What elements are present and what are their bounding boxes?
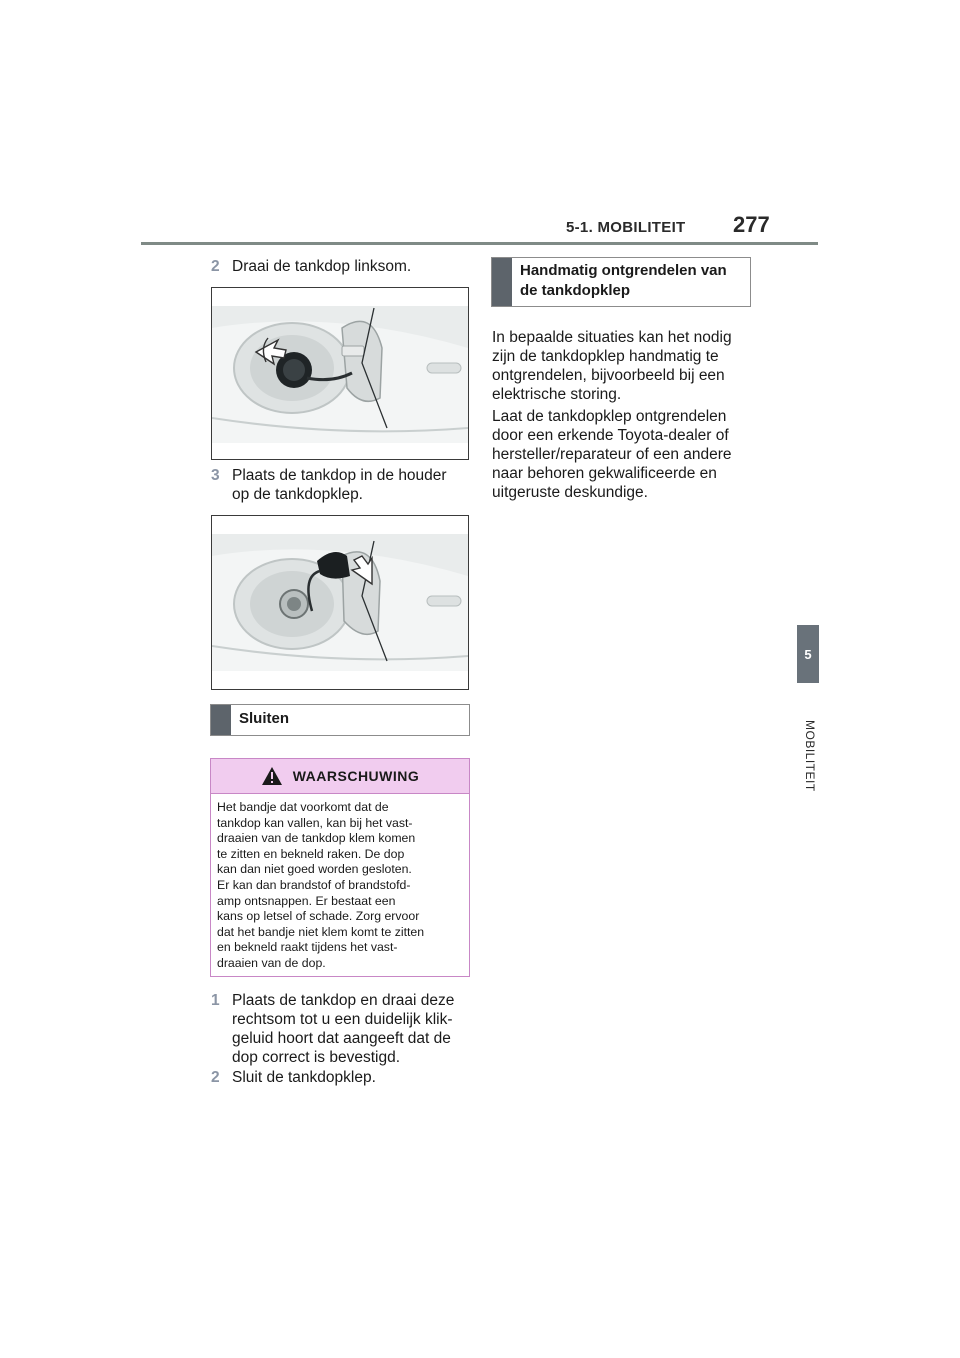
step-text-line: dop correct is bevestigd. [232, 1049, 401, 1066]
chapter-tab: 5 [797, 625, 819, 683]
paragraph-line: elektrische storing. [492, 386, 622, 403]
heading-line: Handmatig ontgrendelen van [520, 262, 727, 279]
heading-line: de tankdopklep [520, 282, 631, 299]
warning-line: kan dan niet goed worden gesloten. [217, 862, 412, 877]
fuel-cap-illustration-1 [212, 288, 468, 459]
warning-line: Er kan dan brandstof of brandstofd- [217, 877, 411, 892]
step-number: 3 [211, 467, 220, 484]
step-text-line: Plaats de tankdop en draai deze [232, 992, 455, 1009]
warning-line: en bekneld raakt tijdens het vast- [217, 940, 398, 955]
paragraph-line: ontgrendelen, bijvoorbeeld bij een [492, 367, 725, 384]
manual-unlock-heading-text [512, 258, 735, 306]
paragraph-line: uitgeruste deskundige. [492, 484, 648, 501]
closing-heading [210, 704, 470, 736]
warning-header [211, 759, 469, 794]
step-number: 2 [211, 258, 220, 275]
closing-heading-text: Sluiten [239, 710, 290, 727]
manual-unlock-paragraph-1 [492, 328, 732, 404]
section-label: 5-1. MOBILITEIT [566, 219, 686, 236]
page-number: 277 [733, 212, 770, 237]
heading-accent-bar [492, 258, 512, 306]
heading-accent-bar [211, 705, 231, 735]
step-text-line: Plaats de tankdop in de houder [232, 467, 447, 484]
header-rule [141, 242, 818, 245]
warning-body [211, 794, 469, 980]
step-text: Draai de tankdop linksom. [232, 258, 412, 275]
step-2-open [211, 257, 411, 276]
paragraph-line: zijn de tankdopklep handmatig te [492, 348, 719, 365]
step-text-line: rechtsom tot u een duidelijk klik- [232, 1011, 453, 1028]
warning-title: WAARSCHUWING [292, 768, 420, 784]
warning-line: draaien van de dop. [217, 955, 326, 970]
step-text-line: op de tankdopklep. [232, 486, 363, 503]
warning-line: te zitten en bekneld raken. De dop [217, 846, 405, 861]
manual-unlock-paragraph-2 [492, 407, 732, 502]
warning-line: kans op letsel of schade. Zorg ervoor [217, 909, 420, 924]
step-text: Sluit de tankdopklep. [232, 1069, 376, 1086]
figure-cap-in-holder [211, 515, 469, 690]
chapter-side-title: MOBILITEIT [803, 720, 817, 792]
warning-line: dat het bandje niet klem komt te zitten [217, 924, 425, 939]
manual-unlock-heading [491, 257, 751, 307]
step-text-line: geluid hoort dat aangeeft dat de [232, 1030, 451, 1047]
warning-line: amp ontsnappen. Er bestaat een [217, 893, 396, 908]
step-2-close [211, 1068, 376, 1087]
paragraph-line: In bepaalde situaties kan het nodig [492, 329, 732, 346]
warning-box [210, 758, 470, 977]
paragraph-line: naar behoren gekwalificeerde en [492, 465, 717, 482]
warning-triangle-icon [261, 766, 283, 786]
paragraph-line: Laat de tankdopklep ontgrendelen [492, 408, 727, 425]
step-number: 2 [211, 1069, 220, 1086]
paragraph-line: door een erkende Toyota-dealer of [492, 427, 729, 444]
figure-unscrew-cap [211, 287, 469, 460]
warning-line: draaien van de tankdop klem komen [217, 831, 416, 846]
warning-line: tankdop kan vallen, kan bij het vast- [217, 815, 413, 830]
step-3-open [211, 466, 447, 504]
paragraph-line: hersteller/reparateur of een andere [492, 446, 732, 463]
warning-line: Het bandje dat voorkomt dat de [217, 800, 389, 814]
step-1-close [211, 991, 454, 1067]
fuel-cap-illustration-2 [212, 516, 468, 689]
step-number: 1 [211, 992, 220, 1009]
